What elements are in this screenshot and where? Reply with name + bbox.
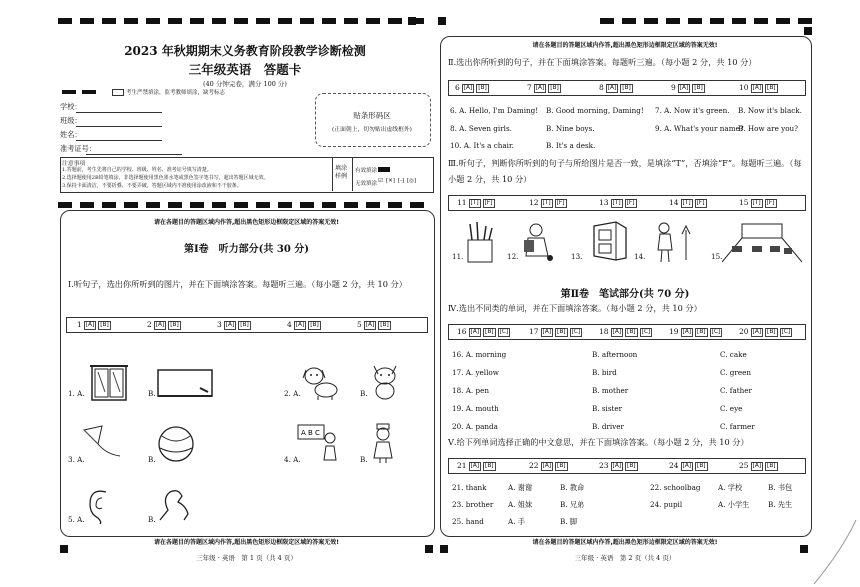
notes-divider (332, 157, 333, 191)
sec5-option: 22. schoolbag (650, 483, 701, 492)
option-b[interactable]: [B] (478, 84, 487, 91)
note-1: 1.答题前，考生先将自己的学校、班级、姓名、准考证号填写清楚。 (62, 167, 212, 173)
option-a[interactable]: [A] (682, 462, 692, 469)
invalid-fill-samples (378, 178, 416, 184)
mid-dash-marks (58, 202, 424, 208)
option-t[interactable]: [T] (542, 199, 551, 206)
q-num: 24 (669, 461, 679, 470)
sec5-answer-row (448, 458, 806, 474)
page-footer-left: 三年级 · 英语 第 1 页（共 4 页） (196, 554, 297, 562)
q-num: 17 (529, 327, 539, 336)
notes-divider-2 (352, 157, 353, 191)
sec5-option: A. 谢谢 (508, 483, 533, 492)
q-num: 12 (529, 198, 539, 207)
fill-label: 填涂样例 (335, 165, 348, 181)
sec5-title: Ⅴ.给下列单词选择正确的中文意思，并在下面填涂答案。（每小题 2 分，共 10 分） (448, 437, 749, 447)
pic-label: B. (360, 455, 368, 464)
option-a[interactable]: [A] (295, 321, 305, 328)
field-class-line[interactable] (76, 126, 162, 127)
window-picture (90, 362, 128, 404)
sec5-option: A. 姐妹 (508, 500, 533, 509)
option-a[interactable]: [A] (752, 84, 762, 91)
option-b[interactable]: [B] (485, 328, 494, 335)
sec4-option: 17. A. yellow (452, 368, 499, 377)
page-curl-decoration (812, 520, 858, 586)
field-name-line[interactable] (76, 140, 162, 141)
option-b[interactable]: [B] (557, 462, 566, 469)
sec4-title: Ⅳ.选出不同类的单词，并在下面填涂答案。（每小题 2 分，共 10 分） (448, 303, 702, 313)
option-a[interactable]: [A] (470, 462, 480, 469)
pic-label: 11. (452, 252, 464, 261)
invalid-sample: [-] (397, 178, 404, 184)
option-b[interactable]: [B] (170, 321, 179, 328)
boy-standing-picture (652, 220, 696, 264)
option-b[interactable]: [B] (485, 462, 494, 469)
child-bag-picture (516, 222, 556, 262)
option-b[interactable]: [B] (697, 462, 706, 469)
valid-fill-label: 有效填涂 (355, 168, 378, 174)
top-right-dash-marks (600, 18, 812, 24)
q-num: 18 (599, 327, 609, 336)
option-f[interactable]: [F] (626, 199, 635, 206)
sec4-option: 19. A. mouth (452, 404, 499, 413)
pic-label: 13. (571, 252, 583, 261)
option-a[interactable]: [A] (682, 328, 692, 335)
pic-label: 5. A. (68, 515, 85, 524)
time-note: (40 分钟完卷，满分 100 分) (203, 80, 287, 88)
option-a[interactable]: [A] (463, 84, 473, 91)
note-3: 3.保持卡面清洁，不要折叠、不要弄破，答题区域内不准使用涂改液和不干胶条。 (62, 183, 242, 189)
door-picture (590, 220, 630, 262)
q-num: 16 (457, 327, 467, 336)
sec5-option: 21. thank (452, 483, 487, 492)
q-num: 3 (217, 320, 222, 329)
option-a[interactable]: [A] (225, 321, 235, 328)
pic-label: 2. A. (284, 389, 301, 398)
sec4-option: C. green (720, 368, 751, 377)
q-num: 19 (669, 327, 679, 336)
sec4-option: B. bird (592, 368, 617, 377)
option-a[interactable]: [A] (365, 321, 375, 328)
sec1-title: Ⅰ.听句子，选出你所听到的图片，并在下面填涂答案。每题听三遍。（每小题 2 分，共 10 分） (68, 279, 407, 289)
invalid-sample: ☑ (378, 178, 383, 184)
field-class-label: 班级： (60, 116, 82, 125)
pic-label: 15. (711, 252, 723, 261)
barcode-note: (正面朝上，切勿贴出虚线框外) (332, 127, 412, 133)
absent-mark-black (82, 90, 96, 94)
option-b[interactable]: [B] (627, 328, 636, 335)
q-num: 13 (599, 198, 609, 207)
sec4-option: C. father (720, 386, 752, 395)
sec4-option: 16. A. morning (452, 350, 507, 359)
option-b[interactable]: [B] (550, 84, 559, 91)
corner-mark (440, 545, 448, 553)
option-c[interactable]: [C] (499, 328, 509, 335)
svg-text:A B C: A B C (301, 429, 320, 437)
note-2: 2.选择题使用2B铅笔填涂，非选择题使用黑色墨水笔或黑色签字笔书写，超出答题区域无效。 (62, 175, 269, 181)
sec2-option: B. Good morning, Daming! (546, 106, 644, 115)
sec2-option: B. Now it's black. (738, 106, 802, 115)
sec3-answer-row (448, 195, 806, 211)
option-c[interactable]: [C] (571, 328, 581, 335)
page-footer-right: 三年级 · 英语 第 2 页（共 4 页） (574, 554, 676, 562)
sec4-option: C. eye (720, 404, 743, 413)
option-t[interactable]: [T] (752, 199, 761, 206)
option-a[interactable]: [A] (612, 328, 622, 335)
sec2-option: 9. A. What's your name? (655, 124, 744, 133)
option-f[interactable]: [F] (696, 199, 705, 206)
sec5-option: B. 兄弟 (560, 500, 585, 509)
pic-label: B. (148, 515, 156, 524)
option-c[interactable]: [C] (641, 328, 651, 335)
arm-picture (156, 486, 196, 524)
option-a[interactable]: [A] (679, 84, 689, 91)
absent-mark-black (62, 90, 76, 94)
corner-mark (438, 17, 446, 25)
pic-label: 14. (634, 252, 646, 261)
barcode-title: 贴条形码区 (353, 111, 391, 120)
q-num: 21 (457, 461, 467, 470)
option-b[interactable]: [B] (767, 462, 776, 469)
q-num: 22 (529, 461, 539, 470)
option-b[interactable]: [B] (380, 321, 389, 328)
part2-title: 第Ⅱ卷 笔试部分(共 70 分) (560, 289, 690, 300)
sec5-option: 24. pupil (650, 500, 683, 509)
pic-label: 1. A. (68, 389, 85, 398)
answer-banner: 请在各题目的答题区域内作答,超出黑色矩形边框限定区域的答案无效! (532, 42, 718, 49)
option-a[interactable]: [A] (470, 328, 480, 335)
sec4-answer-row (448, 324, 806, 340)
sec4-option: 20. A. panda (452, 422, 498, 431)
option-a[interactable]: [A] (155, 321, 165, 328)
option-a[interactable]: [A] (752, 462, 762, 469)
q-num: 11 (457, 198, 467, 207)
q-num: 8 (599, 83, 604, 92)
pic-label: 4. A. (284, 455, 301, 464)
sec2-option: 7. A. Now it's green. (655, 106, 730, 115)
option-c[interactable]: [C] (781, 328, 791, 335)
option-b[interactable]: [B] (622, 84, 631, 91)
sec2-option: 6. A. Hello, I'm Daming! (450, 106, 539, 115)
sec3-title-line1: Ⅲ.听句子，判断你所听到的句子与所给图片是否一致，是填涂“T”，否填涂“F”。每题听三遍。（每 (448, 158, 802, 168)
exam-title: 2023 年秋期期末义务教育阶段教学诊断检测 (124, 44, 366, 58)
option-b[interactable]: [B] (557, 328, 566, 335)
teacher-picture (296, 422, 340, 464)
answer-banner-bottom: 请在各题目的答题区域内作答,超出黑色矩形边框限定区域的答案无效! (532, 539, 718, 546)
field-exam-id-line[interactable] (86, 154, 182, 155)
sec5-option: A. 小学生 (718, 500, 750, 509)
invalid-fill-label: 无效填涂 (355, 181, 378, 187)
q-num: 15 (739, 198, 749, 207)
pic-label: 12. (507, 252, 519, 261)
notes-title: 注意事项 (62, 161, 86, 167)
absent-note: 考生严禁填涂，监考教师填涂，缺考标志 (126, 90, 226, 96)
dog-picture (300, 362, 340, 402)
option-t[interactable]: [T] (470, 199, 479, 206)
card-subtitle: 三年级英语 答题卡 (188, 62, 302, 77)
part1-title: 第Ⅰ卷 听力部分(共 30 分) (183, 244, 310, 255)
field-school-line[interactable] (76, 112, 162, 113)
q-num: 6 (455, 83, 460, 92)
field-exam-id-label: 准考证号： (60, 144, 96, 153)
top-left-dash-marks (58, 18, 424, 24)
sec4-option: B. driver (592, 422, 624, 431)
option-a[interactable]: [A] (607, 84, 617, 91)
sec2-option: 8. A. Seven girls. (450, 124, 512, 133)
option-a[interactable]: [A] (542, 462, 552, 469)
sec5-option: 25. hand (452, 517, 484, 526)
pic-label: B. (360, 389, 368, 398)
option-a[interactable]: [A] (752, 328, 762, 335)
sec5-option: 23. brother (452, 500, 494, 509)
q-num: 25 (739, 461, 749, 470)
option-b[interactable]: [B] (767, 328, 776, 335)
option-b[interactable]: [B] (697, 328, 706, 335)
sec2-option: 10. A. It's a chair. (450, 141, 514, 150)
sec4-option: C. cake (720, 350, 747, 359)
cat-picture (368, 360, 404, 400)
sec3-title-line2: 小题 2 分，共 10 分） (448, 174, 532, 184)
sec2-title: Ⅱ.选出你所听到的句子，并在下面填涂答案。每题听三遍。（每小题 2 分，共 10 分） (448, 57, 757, 67)
ball-picture (156, 424, 196, 464)
option-a[interactable]: [A] (542, 328, 552, 335)
option-f[interactable]: [F] (484, 199, 493, 206)
q-num: 23 (599, 461, 609, 470)
sec4-option: C. farmer (720, 422, 755, 431)
q-num: 9 (671, 83, 676, 92)
answer-banner: 请在各题目的答题区域内作答,超出黑色矩形边框限定区域的答案无效! (153, 219, 340, 226)
corner-mark (60, 545, 68, 553)
option-b[interactable]: [B] (627, 462, 636, 469)
q-num: 5 (357, 320, 362, 329)
q-num: 4 (287, 320, 292, 329)
option-b[interactable]: [B] (767, 84, 776, 91)
pic-label: B. (148, 455, 156, 464)
sec5-option: B. 教命 (560, 483, 585, 492)
sec4-option: B. mother (592, 386, 629, 395)
absent-checkbox[interactable] (112, 89, 124, 96)
ear-picture (84, 486, 114, 526)
q-num: 2 (147, 320, 152, 329)
sec2-option: B. How are you? (738, 124, 799, 133)
invalid-sample: [◎] (407, 178, 417, 184)
pencil-box-picture (462, 220, 498, 264)
option-t[interactable]: [T] (612, 199, 621, 206)
sec2-option: B. Nine boys. (546, 124, 595, 133)
blackboard-picture (156, 368, 214, 400)
nurse-picture (368, 422, 398, 464)
invalid-sample: [✕] (385, 178, 395, 184)
pic-label: 3. A. (68, 455, 85, 464)
sec5-option: B. 脚 (560, 517, 578, 526)
q-num: 14 (669, 198, 679, 207)
option-c[interactable]: [C] (711, 328, 721, 335)
option-a[interactable]: [A] (535, 84, 545, 91)
corner-mark (804, 27, 812, 35)
sec1-answer-row (66, 317, 428, 333)
sec4-option: B. sister (592, 404, 623, 413)
valid-fill-sample (378, 167, 390, 172)
option-b[interactable]: [B] (100, 321, 109, 328)
sec2-answer-row (448, 80, 806, 96)
option-b[interactable]: [B] (240, 321, 249, 328)
answer-banner-bottom: 请在各题目的答题区域内作答,超出黑色矩形边框限定区域的答案无效! (153, 539, 340, 546)
option-a[interactable]: [A] (85, 321, 95, 328)
corner-mark (425, 545, 433, 553)
sec5-option: A. 学校 (718, 483, 743, 492)
sec4-option: B. afternoon (592, 350, 638, 359)
option-f[interactable]: [F] (556, 199, 565, 206)
option-b[interactable]: [B] (694, 84, 703, 91)
field-name-label: 姓名： (60, 130, 82, 139)
sec2-option: B. It's a desk. (546, 141, 596, 150)
sec5-option: B. 书包 (768, 483, 793, 492)
q-num: 10 (739, 83, 749, 92)
field-school-label: 学校： (60, 102, 82, 111)
option-a[interactable]: [A] (612, 462, 622, 469)
pic-label: B. (148, 389, 156, 398)
q-num: 1 (77, 320, 82, 329)
sec5-option: A. 手 (508, 517, 525, 526)
option-t[interactable]: [T] (682, 199, 691, 206)
q-num: 7 (527, 83, 532, 92)
classroom-picture (722, 220, 802, 264)
kite-picture (80, 424, 124, 468)
corner-mark (408, 17, 416, 25)
option-b[interactable]: [B] (310, 321, 319, 328)
q-num: 20 (739, 327, 749, 336)
option-f[interactable]: [F] (766, 199, 775, 206)
sec5-option: B. 先生 (768, 500, 793, 509)
sec4-option: 18. A. pen (452, 386, 489, 395)
corner-mark (800, 545, 808, 553)
